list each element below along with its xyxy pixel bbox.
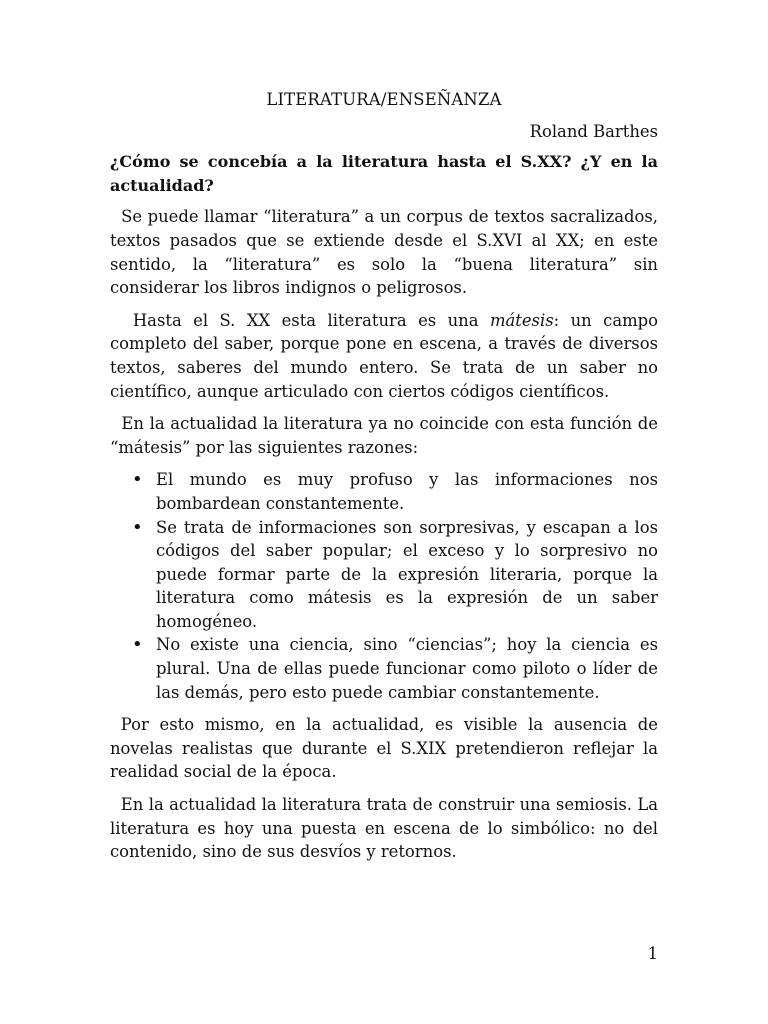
- paragraph-matesis-end: : un campo completo del saber, porque pone en escena, a través de diversos textos, saberes del mundo entero. Se trata de un saber no científico, aunque articulado con ciertos códigos científicos.: [110, 310, 658, 401]
- document-title: LITERATURA/ENSEÑANZA: [266, 90, 502, 109]
- paragraph-matesis-start: Hasta el S. XX esta literatura es una: [110, 310, 490, 330]
- page-number: 1: [647, 944, 658, 963]
- paragraph-realismo: Por esto mismo, en la actualidad, es visible la ausencia de novelas realistas que durante el S.XIX pretendieron reflejar la realidad social de la época.: [110, 715, 658, 782]
- reasons-list: [110, 468, 658, 704]
- paragraph-actualidad: En la actualidad la literatura ya no coincide con esta función de “mátesis” por las siguientes razones:: [110, 414, 658, 457]
- paragraph-semiosis: En la actualidad la literatura trata de construir una semiosis. La literatura es hoy una puesta en escena de lo simbólico: no del contenido, sino de sus desvíos y retornos.: [110, 795, 658, 862]
- paragraph-matesis: [110, 309, 658, 403]
- matesis-term: mátesis: [489, 310, 554, 330]
- section-question: ¿Cómo se concebía a la literatura hasta el S.XX? ¿Y en la actualidad?: [110, 152, 658, 195]
- list-item: • Se trata de informaciones son sorpresivas, y escapan a los códigos del saber popular; el exceso y lo sorpresivo no puede formar parte de la expresión literaria, porque la literatura como mátesis es la expresión de un saber homogéneo.: [156, 516, 658, 634]
- list-item: • El mundo es muy profuso y las informaciones nos bombardean constantemente.: [156, 468, 658, 515]
- document-author: Roland Barthes: [529, 121, 658, 141]
- paragraph-corpus: Se puede llamar “literatura” a un corpus de textos sacralizados, textos pasados que se extiende desde el S.XVI al XX; en este sentido, la “literatura” es solo la “buena literatura” sin considerar los libros indignos o peligrosos.: [110, 207, 658, 298]
- list-item: • No existe una ciencia, sino “ciencias”; hoy la ciencia es plural. Una de ellas puede funcionar como piloto o líder de las demás, pero esto puede cambiar constantemente.: [156, 633, 658, 704]
